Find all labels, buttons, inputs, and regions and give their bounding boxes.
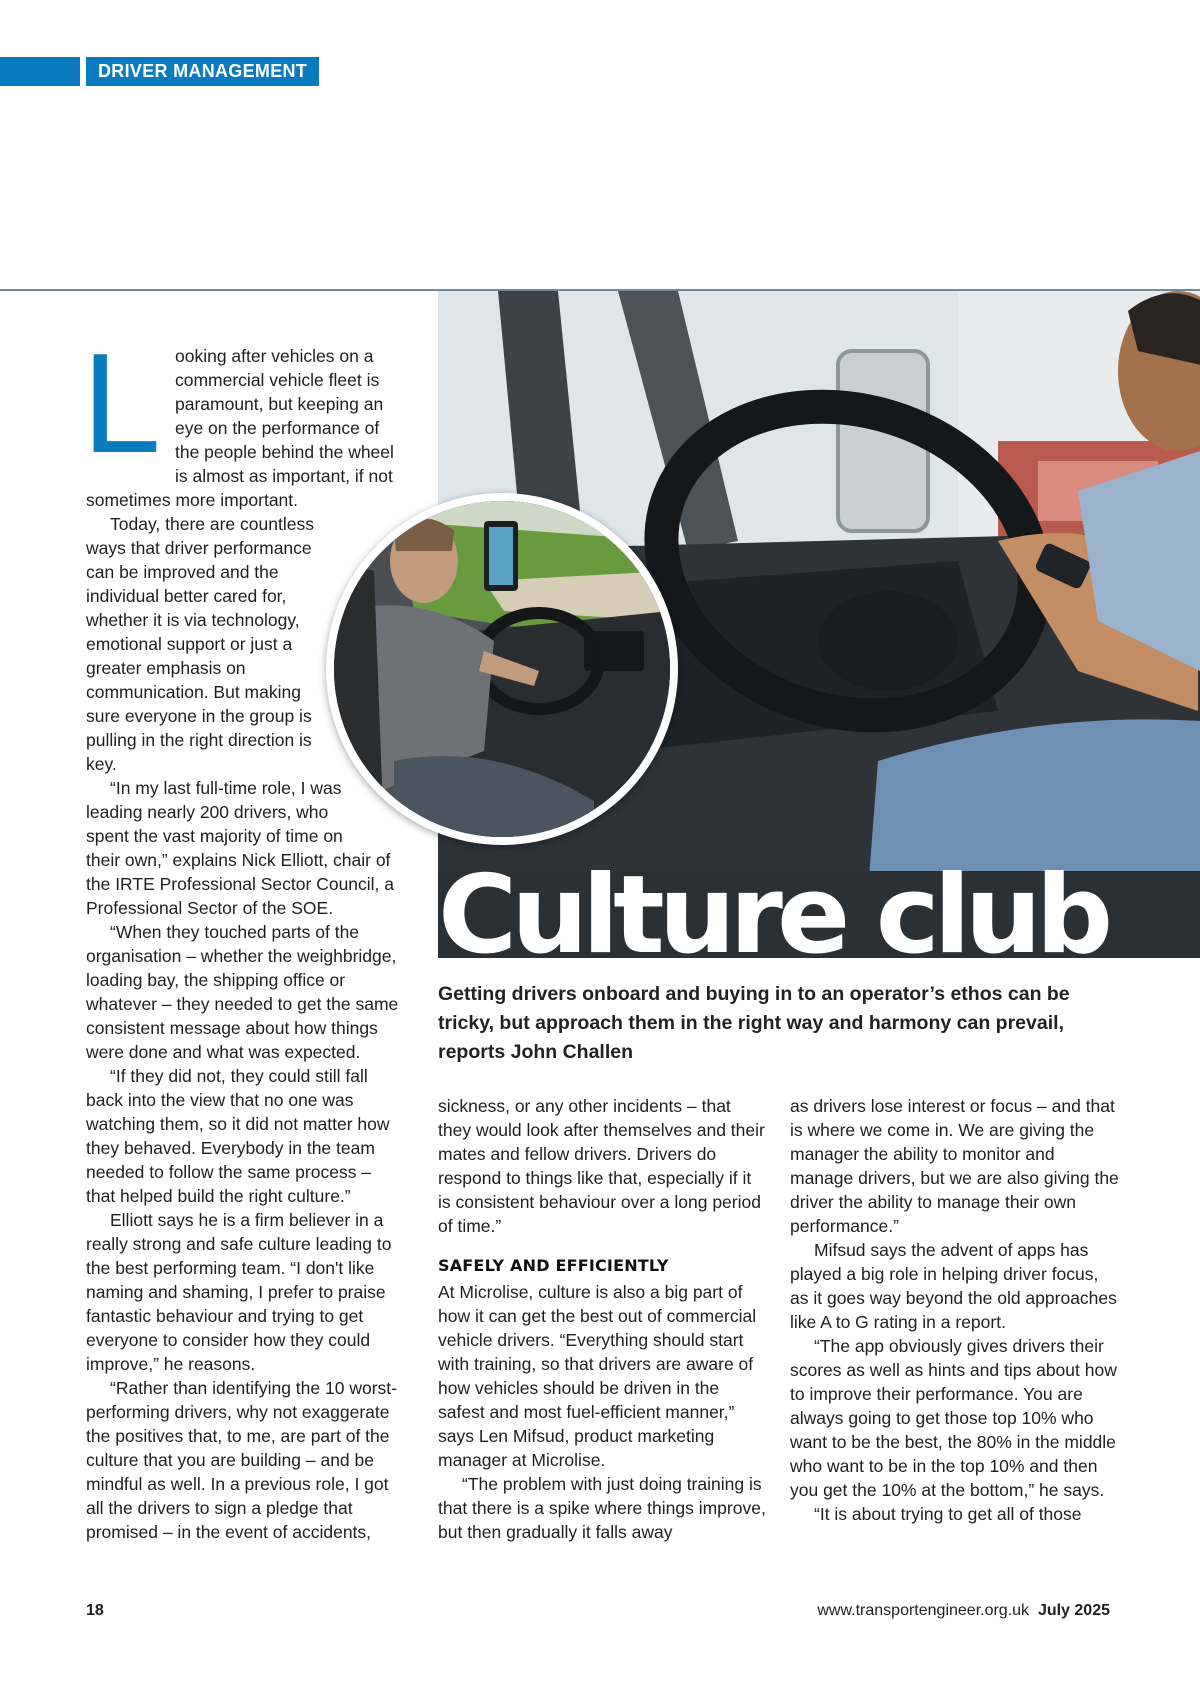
paragraph: Elliott says he is a firm believer in a really strong and safe culture leading to the best performing team. “I don't like naming and shaming, I prefer to praise fantastic behaviour and trying to get everyone to consider how they could improve,” he reasons.	[86, 1210, 392, 1374]
standfirst: Getting drivers onboard and buying in to an operator’s ethos can be tricky, but approach them in the right way and harmony can prevail, reports John Challen	[438, 983, 1070, 1063]
paragraph: At Microlise, culture is also a big part of how it can get the best out of commercial vehicle drivers. “Everything should start with training, so that drivers are aware of how vehicles should be driven in the safest and most fuel-efficient manner,” says Len Mifsud, product marketing manager at Microlise.	[438, 1282, 757, 1470]
paragraph: “The problem with just doing training is that there is a spike where things improve, but then gradually it falls away	[438, 1474, 766, 1542]
paragraph: Today, there are countless ways that driver performance can be improved and the individual better cared for, whether it is via technology, emotional support or just a greater emphasis on communication. But making sure everyone in the group is pulling in the right direction is key.	[86, 514, 314, 774]
headline: Culture club	[438, 853, 1108, 978]
paragraph: “It is about trying to get all of those	[814, 1504, 1082, 1524]
footer-url: www.transportengineer.org.uk	[817, 1602, 1030, 1619]
column-1	[82, 324, 404, 1544]
paragraph: “When they touched parts of the organisation – whether the weighbridge, loading bay, the shipping office or whatever – they needed to get the same consistent message about how things were done and what was expected.	[86, 922, 399, 1062]
paragraph: “If they did not, they could still fall back into the view that no one was watching them, so it did not matter how they behaved. Everybody in the team needed to follow the same process – that helped build the right culture.”	[86, 1066, 390, 1206]
column-2	[438, 1094, 768, 1544]
paragraph: as drivers lose interest or focus – and that is where we come in. We are giving the manager the ability to monitor and manage drivers, but we are also giving the driver the ability to manage their own performance.”	[790, 1096, 1119, 1236]
paragraph: Mifsud says the advent of apps has played a big role in helping driver focus, as it goes way beyond the old approaches like A to G rating in a report.	[790, 1240, 1117, 1332]
page-number: 18	[86, 1602, 104, 1619]
paragraph: their own,” explains Nick Elliott, chair of the IRTE Professional Sector Council, a Professional Sector of the SOE.	[86, 850, 395, 918]
paragraph-intro: ooking after vehicles on a commercial vehicle fleet is paramount, but keeping an eye on the performance of the people behind the wheel is almost as important, if not sometimes more important.	[86, 346, 394, 510]
footer-issue: July 2025	[1037, 1602, 1110, 1619]
paragraph: “In my last full-time role, I was leading nearly 200 drivers, who spent the vast majority of time on	[86, 778, 343, 846]
paragraph: “Rather than identifying the 10 worst-performing drivers, why not exaggerate the positives that, to me, are part of the culture that you are building – and be mindful as well. In a previous role, I got all the drivers to sign a pledge that promised – in the event of accidents,	[86, 1378, 397, 1542]
section-label: DRIVER MANAGEMENT	[86, 57, 319, 86]
drop-cap: L	[82, 324, 161, 483]
section-accent-bar	[0, 57, 80, 86]
paragraph: sickness, or any other incidents – that they would look after themselves and their mates and fellow drivers. Drivers do respond to things like that, especially if it is consistent behaviour over a long period of time.”	[438, 1096, 765, 1236]
column-3	[790, 1094, 1120, 1526]
footer-info	[817, 1602, 1110, 1620]
paragraph: “The app obviously gives drivers their scores as well as hints and tips about how to improve their performance. You are always going to get those top 10% who want to be the best, the 80% in the middle who want to be in the top 10% and then you get the 10% at the bottom,” he says.	[790, 1336, 1117, 1500]
subheading: SAFELY AND EFFICIENTLY	[438, 1256, 669, 1275]
